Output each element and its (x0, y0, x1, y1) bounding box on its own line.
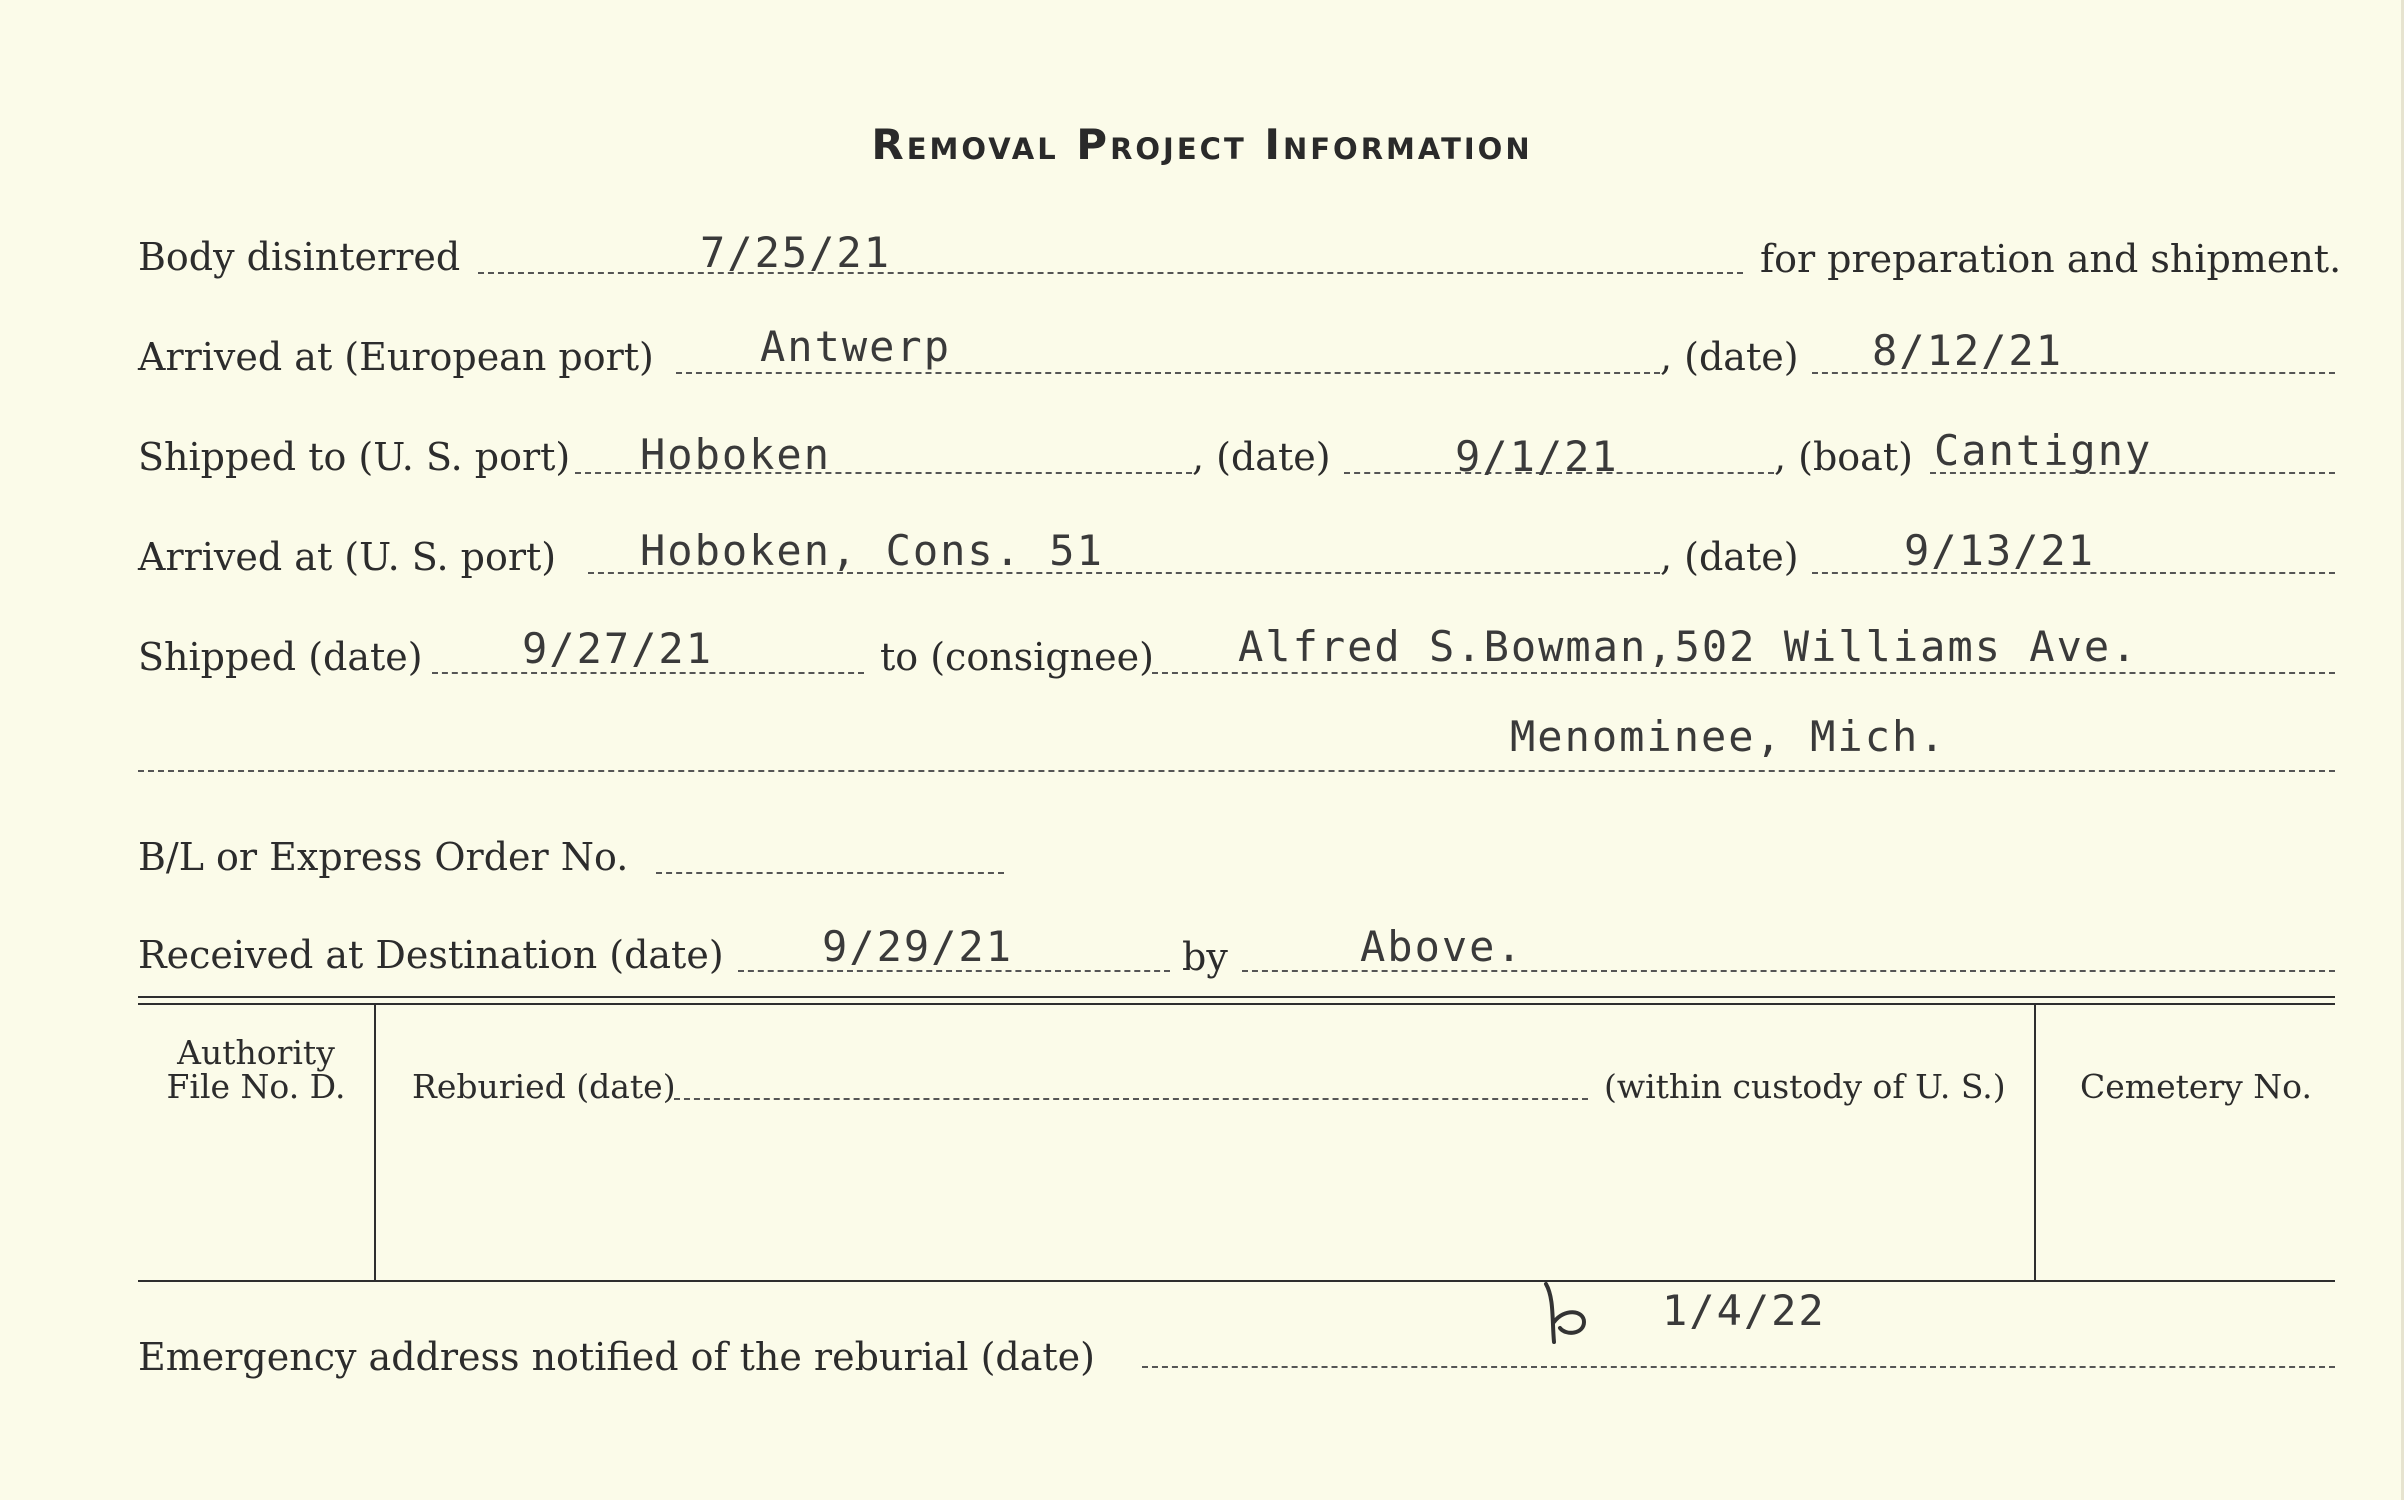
emergency-line (1142, 1366, 2335, 1368)
arrived-europe-line (676, 372, 1660, 374)
authority-label-2: File No. D. (166, 1067, 346, 1106)
authority-label-1: Authority (177, 1033, 335, 1072)
shipped-us-boat: Cantigny (1934, 426, 2153, 475)
box-divider-right (2034, 1005, 2036, 1280)
consignee-line-2 (138, 770, 2335, 772)
consignee-label: to (consignee) (880, 635, 1154, 679)
handwritten-initial-mark (1534, 1276, 1604, 1352)
emergency-date: 1/4/22 (1662, 1286, 1826, 1335)
reburied-line (674, 1098, 1588, 1100)
received-by-label: by (1182, 935, 1228, 979)
received-label: Received at Destination (date) (138, 933, 724, 977)
arrived-us-port: Hoboken, Cons. 51 (640, 526, 1104, 575)
card-title: Removal Project Information (871, 120, 1533, 169)
cemetery-label: Cemetery No. (2080, 1067, 2312, 1106)
bl-label: B/L or Express Order No. (138, 835, 629, 879)
custody-label: (within custody of U. S.) (1604, 1067, 2006, 1106)
consignee-value: Alfred S.Bowman,502 Williams Ave. (1238, 622, 2139, 671)
arrived-europe-date: 8/12/21 (1872, 326, 2064, 375)
received-by: Above. (1360, 922, 1524, 971)
arrived-europe-label: Arrived at (European port) (138, 335, 654, 379)
emergency-label: Emergency address notified of the reburial (date) (138, 1335, 1095, 1379)
disinterred-line (478, 272, 1743, 274)
disinterred-value: 7/25/21 (700, 228, 892, 277)
received-date: 9/29/21 (822, 922, 1014, 971)
arrived-europe-date-label: , (date) (1660, 335, 1799, 379)
arrived-europe-port: Antwerp (760, 322, 952, 371)
disinterred-suffix: for preparation and shipment. (1760, 237, 2342, 281)
box-bottom-rule (138, 1280, 2335, 1282)
shipped-us-boat-label: , (boat) (1774, 435, 1913, 479)
arrived-us-label: Arrived at (U. S. port) (138, 535, 557, 579)
arrived-us-date-label: , (date) (1660, 535, 1799, 579)
arrived-us-date: 9/13/21 (1904, 526, 2096, 575)
shipped-us-label: Shipped to (U. S. port) (138, 435, 571, 479)
consignee-address: Menominee, Mich. (1510, 712, 1947, 761)
shipped-date: 9/27/21 (522, 624, 714, 673)
box-top-rule-2 (138, 1003, 2335, 1005)
shipped-date-label: Shipped (date) (138, 635, 423, 679)
box-divider-left (374, 1005, 376, 1280)
reburied-label: Reburied (date) (412, 1067, 676, 1106)
consignee-line (1152, 672, 2335, 674)
disinterred-label: Body disinterred (138, 235, 461, 279)
shipped-us-port: Hoboken (640, 430, 832, 479)
box-top-rule-1 (138, 996, 2335, 998)
shipped-us-date: 9/1/21 (1455, 432, 1619, 481)
bl-line (656, 872, 1004, 874)
shipped-us-date-label: , (date) (1192, 435, 1331, 479)
